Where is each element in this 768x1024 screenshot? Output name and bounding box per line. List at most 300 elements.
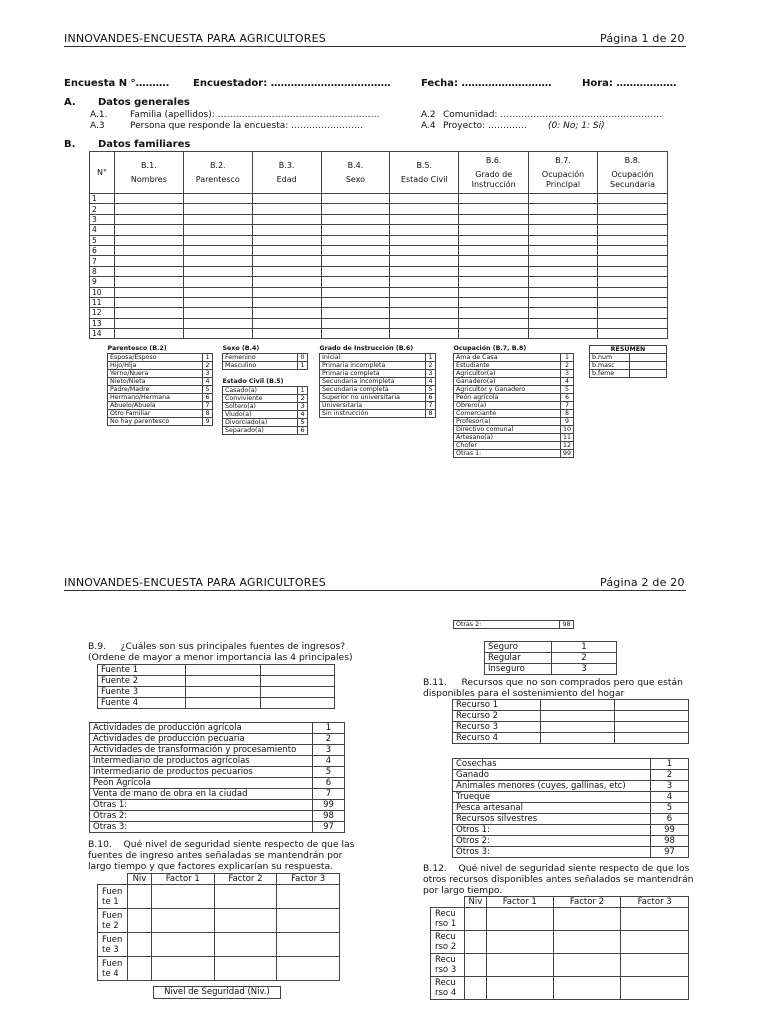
code-value: 5 xyxy=(203,385,213,393)
b10-answer-cell[interactable] xyxy=(151,885,214,909)
b12-answer-cell[interactable] xyxy=(486,908,553,931)
code-label: No hay parentesco xyxy=(108,417,203,425)
resumen-value[interactable] xyxy=(630,362,667,370)
recurso-answer-cell[interactable] xyxy=(615,700,689,711)
family-cell[interactable] xyxy=(390,297,459,307)
family-cell[interactable] xyxy=(252,235,321,245)
b12-header-row xyxy=(431,897,689,908)
family-cell[interactable] xyxy=(459,194,529,204)
family-cell[interactable] xyxy=(529,225,598,235)
family-row-number: 12 xyxy=(90,308,115,318)
fuente-row xyxy=(98,665,335,676)
b9-option-label: Venta de mano de obra en la ciudad xyxy=(90,789,313,800)
code-label: Padre/Madre xyxy=(108,385,203,393)
family-row xyxy=(90,235,668,245)
b10-answer-cell[interactable] xyxy=(127,885,151,909)
date-field: Fecha: ……………………… xyxy=(421,78,552,89)
family-cell[interactable] xyxy=(598,245,668,255)
column-label: Ocupación Principal xyxy=(541,169,585,189)
family-cell[interactable] xyxy=(459,287,529,297)
code-label: Comerciante xyxy=(454,409,561,417)
family-cell[interactable] xyxy=(183,225,252,235)
family-cell[interactable] xyxy=(114,256,183,266)
family-cell[interactable] xyxy=(114,287,183,297)
family-cell[interactable] xyxy=(321,214,390,224)
b12-answer-cell[interactable] xyxy=(553,977,621,1000)
a4-number: A.4 xyxy=(421,121,436,131)
family-cell[interactable] xyxy=(183,204,252,214)
family-cell[interactable] xyxy=(114,297,183,307)
resumen-value[interactable] xyxy=(630,354,667,362)
b9-option-label: Intermediario de productos pecuarios xyxy=(90,767,313,778)
family-cell[interactable] xyxy=(321,308,390,318)
b9-option-code: 3 xyxy=(313,745,345,756)
family-cell[interactable] xyxy=(529,287,598,297)
fuente-answer-cell[interactable] xyxy=(186,687,261,698)
family-cell[interactable] xyxy=(598,287,668,297)
family-cell[interactable] xyxy=(114,308,183,318)
ocupacion-row xyxy=(454,393,574,401)
ocupacion-row xyxy=(454,361,574,369)
b11-option-row xyxy=(453,836,689,847)
recurso-label: Recurso 1 xyxy=(453,700,541,711)
grado-row xyxy=(320,409,436,417)
code-value: 8 xyxy=(560,409,573,417)
family-cell[interactable] xyxy=(252,297,321,307)
ocupacion-row xyxy=(454,401,574,409)
b12-answer-cell[interactable] xyxy=(486,931,553,954)
family-cell[interactable] xyxy=(598,204,668,214)
family-cell[interactable] xyxy=(598,194,668,204)
b9-option-label: Intermediario de productos agrícolas xyxy=(90,756,313,767)
b12-row xyxy=(431,931,689,954)
b11-option-code: 4 xyxy=(651,792,689,803)
column-header-b5 xyxy=(390,152,459,194)
b11-option-code: 97 xyxy=(651,847,689,858)
b9-option-code: 2 xyxy=(313,734,345,745)
family-cell[interactable] xyxy=(183,277,252,287)
family-cell[interactable] xyxy=(459,214,529,224)
family-cell[interactable] xyxy=(183,308,252,318)
security-level-table xyxy=(484,641,617,675)
family-cell[interactable] xyxy=(459,297,529,307)
family-cell[interactable] xyxy=(390,308,459,318)
family-cell[interactable] xyxy=(114,329,183,339)
family-cell[interactable] xyxy=(529,204,598,214)
b11-option-label: Otros 3: xyxy=(453,847,651,858)
b9-option-label: Actividades de transformación y procesamiento xyxy=(90,745,313,756)
family-cell[interactable] xyxy=(252,277,321,287)
family-cell[interactable] xyxy=(459,329,529,339)
family-cell[interactable] xyxy=(529,256,598,266)
family-cell[interactable] xyxy=(252,256,321,266)
fuente-answer-cell[interactable] xyxy=(186,676,261,687)
column-label: Grado de Instrucción xyxy=(471,169,516,189)
b11-option-label: Ganado xyxy=(453,770,651,781)
code-value: 4 xyxy=(203,377,213,385)
family-cell[interactable] xyxy=(321,204,390,214)
family-cell[interactable] xyxy=(114,204,183,214)
family-cell[interactable] xyxy=(183,235,252,245)
section-b-title: Datos familiares xyxy=(98,139,191,150)
page1-header-title: INNOVANDES-ENCUESTA PARA AGRICULTORES xyxy=(64,32,326,45)
code-value: 11 xyxy=(560,433,573,441)
b10-answer-cell[interactable] xyxy=(127,909,151,933)
family-cell[interactable] xyxy=(114,214,183,224)
family-cell[interactable] xyxy=(114,277,183,287)
family-cell[interactable] xyxy=(252,194,321,204)
b12-row-label: Recu rso 1 xyxy=(431,908,465,931)
b12-answer-cell[interactable] xyxy=(553,931,621,954)
family-row xyxy=(90,225,668,235)
b10-answer-cell[interactable] xyxy=(151,933,214,957)
b11-option-row xyxy=(453,792,689,803)
family-cell[interactable] xyxy=(390,329,459,339)
family-cell[interactable] xyxy=(321,266,390,276)
b12-row xyxy=(431,954,689,977)
b12-answer-cell[interactable] xyxy=(553,954,621,977)
family-cell[interactable] xyxy=(183,297,252,307)
b9-option-label: Actividades de producción pecuaria xyxy=(90,734,313,745)
b9-option-code: 1 xyxy=(313,723,345,734)
column-header-b2 xyxy=(183,152,252,194)
b10-answer-cell[interactable] xyxy=(277,909,340,933)
security-level-row xyxy=(485,664,617,675)
family-cell[interactable] xyxy=(529,318,598,328)
recurso-row xyxy=(453,733,689,744)
recurso-answer-cell[interactable] xyxy=(541,700,615,711)
family-cell[interactable] xyxy=(252,245,321,255)
code-table-resumen xyxy=(589,345,667,378)
family-cell[interactable] xyxy=(598,308,668,318)
b9-option-code: 6 xyxy=(313,778,345,789)
family-cell[interactable] xyxy=(459,235,529,245)
code-label: Ganadero(a) xyxy=(454,377,561,385)
page1-header-page: Página 1 de 20 xyxy=(600,32,685,45)
column-code: B.8. xyxy=(624,155,641,165)
code-label: Otras 1: xyxy=(454,449,561,457)
family-cell[interactable] xyxy=(390,214,459,224)
family-cell[interactable] xyxy=(529,297,598,307)
family-cell[interactable] xyxy=(598,235,668,245)
fuente-label: Fuente 2 xyxy=(98,676,186,687)
column-header-b4 xyxy=(321,152,390,194)
a2-number: A.2 xyxy=(421,110,436,120)
family-cell[interactable] xyxy=(529,194,598,204)
b9-option-code: 4 xyxy=(313,756,345,767)
recurso-answer-cell[interactable] xyxy=(615,711,689,722)
b11-option-label: Otros 2: xyxy=(453,836,651,847)
family-cell[interactable] xyxy=(321,256,390,266)
family-cell[interactable] xyxy=(459,318,529,328)
security-level-label: Inseguro xyxy=(485,664,552,675)
family-cell[interactable] xyxy=(114,266,183,276)
b12-answer-cell[interactable] xyxy=(621,977,689,1000)
column-header-b1 xyxy=(114,152,183,194)
family-cell[interactable] xyxy=(252,329,321,339)
family-cell[interactable] xyxy=(598,277,668,287)
estado-civil-row xyxy=(223,394,308,402)
family-cell[interactable] xyxy=(114,194,183,204)
code-label: Soltero(a) xyxy=(223,402,298,410)
b12-question xyxy=(423,863,703,896)
code-label: Primaria completa xyxy=(320,369,426,377)
family-cell[interactable] xyxy=(529,329,598,339)
b10-answer-cell[interactable] xyxy=(214,957,277,981)
family-cell[interactable] xyxy=(183,329,252,339)
recurso-row xyxy=(453,711,689,722)
b10-answer-cell[interactable] xyxy=(151,909,214,933)
code-label: Separado(a) xyxy=(223,426,298,434)
code-value: 3 xyxy=(560,369,573,377)
b10-answer-cell[interactable] xyxy=(127,957,151,981)
b11-question xyxy=(423,677,703,699)
column-label: Nombres xyxy=(130,174,167,184)
family-cell[interactable] xyxy=(252,204,321,214)
family-cell[interactable] xyxy=(183,318,252,328)
fuente-answer-cell[interactable] xyxy=(260,698,335,709)
family-cell[interactable] xyxy=(252,318,321,328)
code-value: 5 xyxy=(560,385,573,393)
family-row-number: 6 xyxy=(90,245,115,255)
b10-answer-cell[interactable] xyxy=(214,909,277,933)
family-cell[interactable] xyxy=(183,194,252,204)
family-cell[interactable] xyxy=(598,225,668,235)
code-value: 10 xyxy=(560,425,573,433)
family-cell[interactable] xyxy=(459,256,529,266)
family-cell[interactable] xyxy=(529,235,598,245)
ocupacion-row xyxy=(454,433,574,441)
b10-answer-cell[interactable] xyxy=(127,933,151,957)
estado-civil-title-row xyxy=(223,378,308,386)
recurso-label: Recurso 2 xyxy=(453,711,541,722)
family-cell[interactable] xyxy=(252,308,321,318)
family-cell[interactable] xyxy=(529,214,598,224)
family-cell[interactable] xyxy=(321,287,390,297)
family-cell[interactable] xyxy=(390,204,459,214)
b10-header-row xyxy=(98,874,340,885)
family-cell[interactable] xyxy=(321,297,390,307)
family-cell[interactable] xyxy=(459,245,529,255)
family-cell[interactable] xyxy=(390,235,459,245)
b12-answer-cell[interactable] xyxy=(486,977,553,1000)
family-cell[interactable] xyxy=(114,225,183,235)
family-cell[interactable] xyxy=(252,287,321,297)
family-cell[interactable] xyxy=(321,194,390,204)
family-cell[interactable] xyxy=(321,318,390,328)
code-table-grado xyxy=(319,345,436,418)
b10-answer-cell[interactable] xyxy=(214,933,277,957)
ocupacion-title: Ocupación (B.7, B.8) xyxy=(453,345,527,353)
family-row xyxy=(90,245,668,255)
family-cell[interactable] xyxy=(252,214,321,224)
column-header-b6 xyxy=(459,152,529,194)
b12-answer-cell[interactable] xyxy=(464,954,486,977)
b11-option-code: 3 xyxy=(651,781,689,792)
family-cell[interactable] xyxy=(321,329,390,339)
code-value: 6 xyxy=(203,393,213,401)
b9-option-row xyxy=(90,734,345,745)
family-cell[interactable] xyxy=(183,256,252,266)
code-label: Chofer xyxy=(454,441,561,449)
recurso-answer-cell[interactable] xyxy=(541,711,615,722)
family-cell[interactable] xyxy=(183,266,252,276)
security-level-row xyxy=(485,653,617,664)
section-a-letter: A. xyxy=(64,97,76,108)
b9-number: B.9. xyxy=(88,641,106,652)
parentesco-row xyxy=(108,385,213,393)
a3-respondent-field: Persona que responde la encuesta: …………………… xyxy=(130,121,364,131)
b10-row xyxy=(98,933,340,957)
family-cell[interactable] xyxy=(459,266,529,276)
b11-option-label: Recursos silvestres xyxy=(453,814,651,825)
page2-header-title: INNOVANDES-ENCUESTA PARA AGRICULTORES xyxy=(64,576,326,589)
family-cell[interactable] xyxy=(529,245,598,255)
b10-answer-cell[interactable] xyxy=(151,957,214,981)
fuente-answer-cell[interactable] xyxy=(186,698,261,709)
b11-option-code: 2 xyxy=(651,770,689,781)
family-cell[interactable] xyxy=(321,235,390,245)
family-cell[interactable] xyxy=(598,214,668,224)
code-value: 2 xyxy=(203,361,213,369)
grado-row xyxy=(320,377,436,385)
b11-option-code: 1 xyxy=(651,759,689,770)
security-level-code: 1 xyxy=(552,642,617,653)
family-cell[interactable] xyxy=(114,318,183,328)
code-label: Agricultor(a) xyxy=(454,369,561,377)
b12-answer-cell[interactable] xyxy=(553,908,621,931)
b10-answer-cell[interactable] xyxy=(214,885,277,909)
b11-question-text: Recursos que no son comprados pero que están disponibles para el sostenimiento del hogar xyxy=(423,677,683,699)
b9-option-code: 5 xyxy=(313,767,345,778)
survey-number-field: Encuesta N °………. xyxy=(64,78,170,89)
b11-option-code: 6 xyxy=(651,814,689,825)
code-value: 5 xyxy=(426,385,436,393)
family-cell[interactable] xyxy=(390,256,459,266)
b9-question-text: ¿Cuáles son sus principales fuentes de ingresos? (Ordene de mayor a menor importancia las 4 principales) xyxy=(88,641,353,663)
family-cell[interactable] xyxy=(459,204,529,214)
family-row xyxy=(90,318,668,328)
resumen-row xyxy=(590,354,667,362)
family-cell[interactable] xyxy=(459,277,529,287)
resumen-label: b.feme xyxy=(590,370,630,378)
ocupacion-row xyxy=(454,385,574,393)
family-cell[interactable] xyxy=(598,256,668,266)
code-value: 7 xyxy=(203,401,213,409)
resumen-row xyxy=(590,370,667,378)
code-label: Divorciado(a) xyxy=(223,418,298,426)
family-cell[interactable] xyxy=(598,329,668,339)
parentesco-row xyxy=(108,417,213,425)
code-value: 98 xyxy=(560,621,574,629)
family-cell[interactable] xyxy=(459,225,529,235)
family-cell[interactable] xyxy=(529,266,598,276)
family-cell[interactable] xyxy=(390,225,459,235)
family-cell[interactable] xyxy=(183,245,252,255)
family-cell[interactable] xyxy=(529,277,598,287)
family-cell[interactable] xyxy=(598,266,668,276)
family-cell[interactable] xyxy=(390,245,459,255)
b11-options-table xyxy=(452,758,689,858)
family-cell[interactable] xyxy=(390,318,459,328)
recurso-answer-cell[interactable] xyxy=(541,722,615,733)
code-label: Ama de Casa xyxy=(454,353,561,361)
code-label: Artesano(a) xyxy=(454,433,561,441)
family-cell[interactable] xyxy=(598,297,668,307)
family-cell[interactable] xyxy=(114,245,183,255)
b10-answer-cell[interactable] xyxy=(277,885,340,909)
family-cell[interactable] xyxy=(252,225,321,235)
family-cell[interactable] xyxy=(390,194,459,204)
b11-recursos-table xyxy=(452,699,689,744)
b12-answer-cell[interactable] xyxy=(464,931,486,954)
recurso-answer-cell[interactable] xyxy=(615,733,689,744)
family-cell[interactable] xyxy=(321,277,390,287)
family-cell[interactable] xyxy=(529,308,598,318)
family-cell[interactable] xyxy=(183,214,252,224)
a3-number: A.3 xyxy=(90,121,105,131)
fuente-row xyxy=(98,698,335,709)
family-cell[interactable] xyxy=(390,287,459,297)
code-table-sexo xyxy=(222,345,308,370)
family-cell[interactable] xyxy=(459,308,529,318)
family-row-number: 5 xyxy=(90,235,115,245)
family-cell[interactable] xyxy=(598,318,668,328)
family-row xyxy=(90,297,668,307)
family-row-number: 9 xyxy=(90,277,115,287)
family-cell[interactable] xyxy=(321,245,390,255)
code-value: 5 xyxy=(298,418,308,426)
family-cell[interactable] xyxy=(390,266,459,276)
b10-answer-cell[interactable] xyxy=(277,933,340,957)
code-value: 12 xyxy=(560,441,573,449)
b9-option-row xyxy=(90,811,345,822)
fuente-answer-cell[interactable] xyxy=(186,665,261,676)
b10-answer-cell[interactable] xyxy=(277,957,340,981)
family-cell[interactable] xyxy=(252,266,321,276)
code-value: 6 xyxy=(298,426,308,434)
family-cell[interactable] xyxy=(183,287,252,297)
recurso-answer-cell[interactable] xyxy=(615,722,689,733)
recurso-answer-cell[interactable] xyxy=(541,733,615,744)
b12-answer-cell[interactable] xyxy=(464,908,486,931)
code-label: Otro Familiar xyxy=(108,409,203,417)
column-label: Ocupación Secundaria xyxy=(610,169,655,189)
b12-answer-cell[interactable] xyxy=(621,931,689,954)
family-cell[interactable] xyxy=(114,235,183,245)
b12-answer-cell[interactable] xyxy=(464,977,486,1000)
parentesco-row xyxy=(108,369,213,377)
code-label: Estudiante xyxy=(454,361,561,369)
b12-row-label: Recu rso 2 xyxy=(431,931,465,954)
ocupacion-row xyxy=(454,377,574,385)
b12-corner xyxy=(431,897,465,908)
code-label: Hermano/Hermana xyxy=(108,393,203,401)
code-label: Conviviente xyxy=(223,394,298,402)
resumen-value[interactable] xyxy=(630,370,667,378)
family-cell[interactable] xyxy=(390,277,459,287)
family-cell[interactable] xyxy=(321,225,390,235)
fuente-answer-cell[interactable] xyxy=(260,676,335,687)
column-code: B.4. xyxy=(347,160,364,170)
b12-answer-cell[interactable] xyxy=(621,908,689,931)
ocupacion-row xyxy=(454,425,574,433)
fuente-answer-cell[interactable] xyxy=(260,665,335,676)
b12-answer-cell[interactable] xyxy=(621,954,689,977)
b12-answer-cell[interactable] xyxy=(486,954,553,977)
fuente-answer-cell[interactable] xyxy=(260,687,335,698)
code-value: 7 xyxy=(426,401,436,409)
